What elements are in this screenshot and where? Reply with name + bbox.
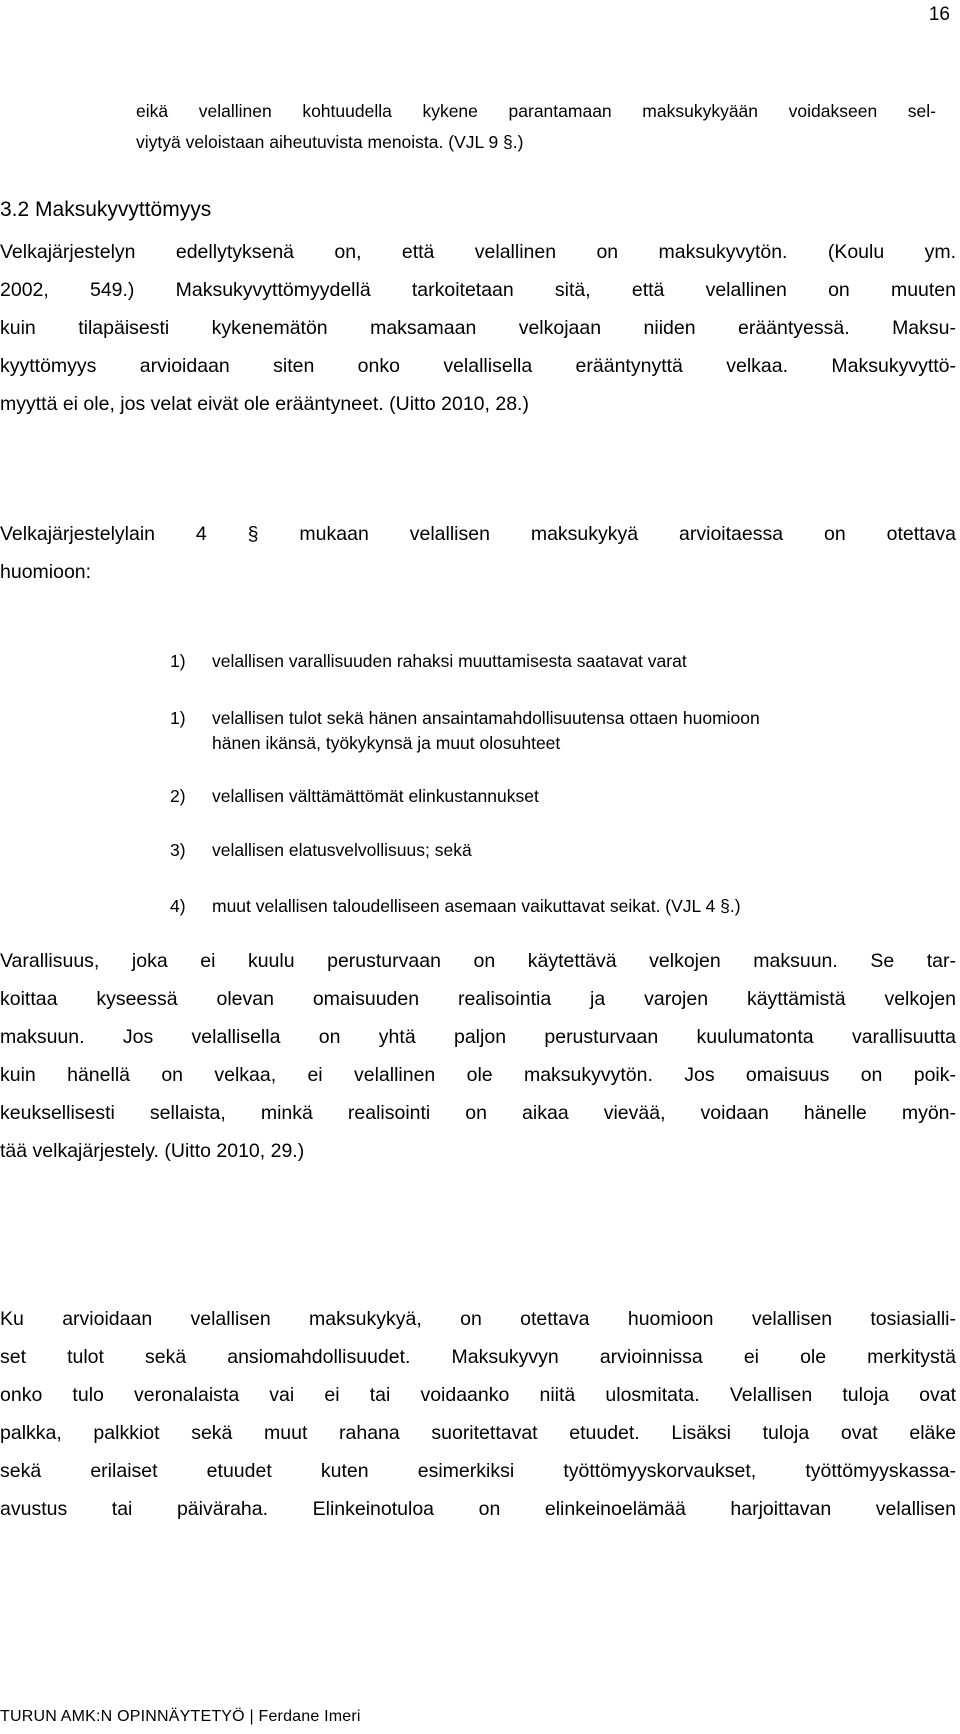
quote-line: viytyä veloistaan aiheutuvista menoista. (VJL 9 §.) [136,132,524,152]
list-item-number: 2) [170,786,186,806]
paragraph-line: keuksellisesti sellaista, minkä realisointi on aikaa vievää, voidaan hänelle myön- [0,1102,956,1124]
list-item-text: velallisen välttämättömät elinkustannukset [212,786,539,806]
list-item-number: 3) [170,840,186,860]
quote-line: eikä velallinen kohtuudella kykene parantamaan maksukykyään voidakseen sel- [136,101,936,121]
paragraph-maksukyvyttomyys [0,233,956,423]
paragraph-line: kyyttömyys arvioidaan siten onko velallisella erääntynyttä velkaa. Maksukyvyttö- [0,355,956,377]
paragraph-line: koittaa kyseessä olevan omaisuuden realisointia ja varojen käyttämistä velkojen [0,988,956,1010]
section-heading: 3.2 Maksukyvyttömyys [0,198,212,221]
paragraph-line: myyttä ei ole, jos velat eivät ole erääntyneet. (Uitto 2010, 28.) [0,393,529,415]
page-number: 16 [928,4,950,25]
paragraph-line: maksuun. Jos velallisella on yhtä paljon perusturvaan kuulumatonta varallisuutta [0,1026,956,1048]
paragraph-maksukyky [0,1300,956,1528]
paragraph-line: kuin tilapäisesti kykenemätön maksamaan velkojaan niiden erääntyessä. Maksu- [0,317,956,339]
paragraph-line: onko tulo veronalaista vai ei tai voidaanko niitä ulosmitata. Velallisen tuloja ovat [0,1384,956,1406]
list-item-number: 1) [170,651,186,671]
list-item-text: velallisen elatusvelvollisuus; sekä [212,840,472,860]
paragraph-line: sekä erilaiset etuudet kuten esimerkiksi työttömyyskorvaukset, työttömyyskassa- [0,1460,956,1482]
paragraph-varallisuus [0,942,956,1170]
paragraph-line: Ku arvioidaan velallisen maksukykyä, on otettava huomioon velallisen tosiasialli- [0,1308,956,1330]
list-item-text: hänen ikänsä, työkykynsä ja muut olosuhteet [212,733,561,753]
list-item-text: muut velallisen taloudelliseen asemaan vaikuttavat seikat. (VJL 4 §.) [212,896,741,916]
list-item-text: velallisen varallisuuden rahaksi muuttamisesta saatavat varat [212,651,687,671]
list-item-number: 1) [170,708,186,728]
paragraph-line: set tulot sekä ansiomahdollisuudet. Maksukyvyn arvioinnissa ei ole merkitystä [0,1346,956,1368]
page-footer: TURUN AMK:N OPINNÄYTETYÖ | Ferdane Imeri [0,1708,361,1725]
paragraph-line: huomioon: [0,561,92,583]
paragraph-line: 2002, 549.) Maksukyvyttömyydellä tarkoitetaan sitä, että velallinen on muuten [0,279,956,301]
paragraph-line: tää velkajärjestely. (Uitto 2010, 29.) [0,1140,305,1162]
paragraph-line: kuin hänellä on velkaa, ei velallinen ole maksukyvytön. Jos omaisuus on poik- [0,1064,956,1086]
paragraph-velkajarjestelylaki [0,515,956,591]
paragraph-line: Velkajärjestelyn edellytyksenä on, että velallinen on maksukyvytön. (Koulu ym. [0,241,956,263]
paragraph-line: Varallisuus, joka ei kuulu perusturvaan on käytettävä velkojen maksuun. Se tar- [0,950,956,972]
paragraph-line: avustus tai päiväraha. Elinkeinotuloa on elinkeinoelämää harjoittavan velallisen [0,1498,956,1520]
paragraph-line: Velkajärjestelylain 4 § mukaan velallisen maksukykyä arvioitaessa on otettava [0,523,956,545]
list-item-text: velallisen tulot sekä hänen ansaintamahdollisuutensa ottaen huomioon [212,708,760,728]
list-item-number: 4) [170,896,186,916]
block-quote [136,96,936,158]
paragraph-line: palkka, palkkiot sekä muut rahana suoritettavat etuudet. Lisäksi tuloja ovat eläke [0,1422,956,1444]
